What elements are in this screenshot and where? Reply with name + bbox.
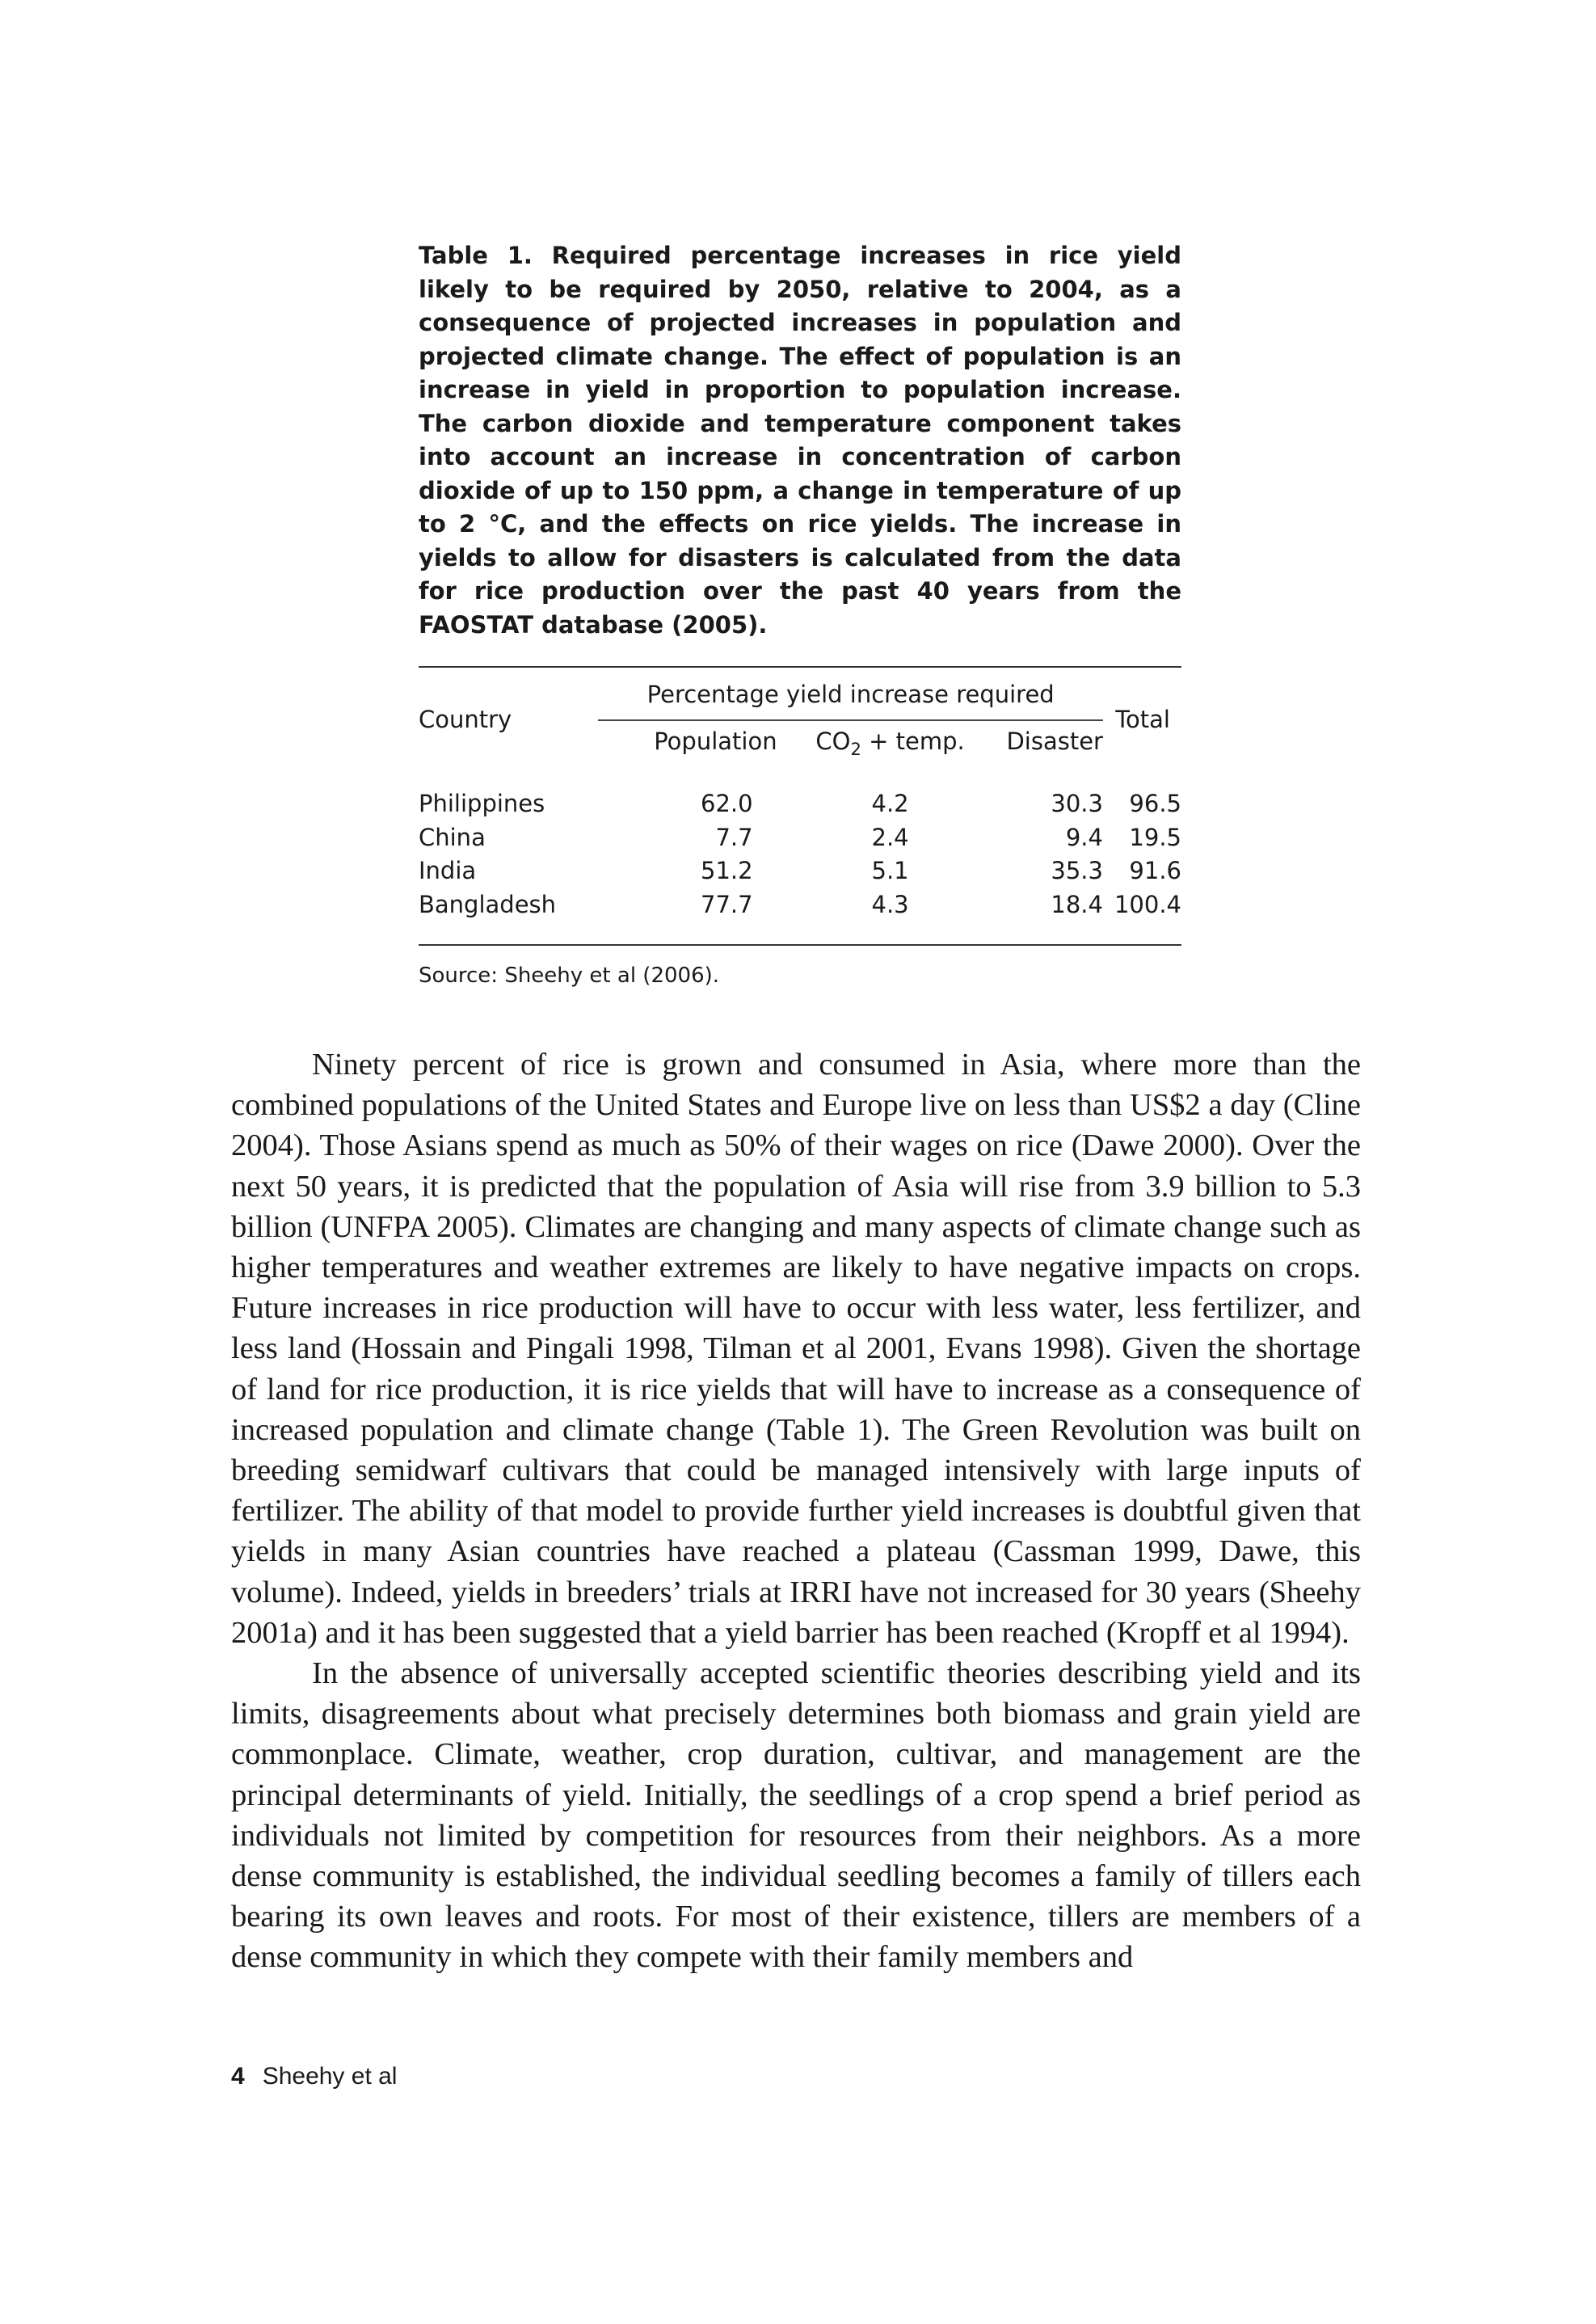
- cell-population: 51.2: [701, 857, 753, 884]
- page-number: 4: [231, 2063, 245, 2090]
- co2-subscript: 2: [850, 740, 861, 759]
- table-row: [419, 888, 1181, 946]
- cell-disaster: 30.3: [1051, 790, 1103, 817]
- cell-population: 7.7: [715, 823, 753, 851]
- table-1-block: [419, 239, 1181, 988]
- cell-population: 77.7: [701, 890, 753, 918]
- cell-country: Bangladesh: [419, 890, 557, 918]
- cell-total: 91.6: [1129, 857, 1181, 884]
- table-row: [419, 821, 1181, 855]
- table-row: [419, 854, 1181, 888]
- table-caption-text: Required percentage increases in rice yield likely to be required by 2050, relative to 2004, as a consequence of projected increases in population and projected climate change. The effect of population is an increase in yield in proportion to population increase. The carbon dioxide and temperature component takes into account an increase in concentration of carbon dioxide of up to 150 ppm, a change in temperature of up to 2 °C, and the effects on rice yields. The increase in yields to allow for disasters is calculated from the data for rice production over the past 40 years from the FAOSTAT database (2005).: [419, 242, 1181, 639]
- cell-population: 62.0: [701, 790, 753, 817]
- cell-disaster: 18.4: [1051, 890, 1103, 918]
- cell-country: Philippines: [419, 790, 545, 817]
- cell-total: 19.5: [1129, 823, 1181, 851]
- cell-total: 100.4: [1114, 890, 1181, 918]
- running-head: Sheehy et al: [262, 2063, 398, 2090]
- cell-disaster: 9.4: [1065, 823, 1103, 851]
- cell-country: China: [419, 823, 486, 851]
- yield-increase-table: [419, 666, 1181, 946]
- body-paragraph: In the absence of universally accepted scientific theories describing yield and its limits, disagreements about what precisely determines both biomass and grain yield are commonplace. Climate, weather, crop duration, cultivar, and management are the principal determinants of yield. Initially, the seedlings of a crop spend a brief period as individuals not limited by competition for resources from their neighbors. As a more dense community is established, the individual seedling becomes a family of tillers each bearing its own leaves and roots. For most of their existence, tillers are members of a dense community in which they compete with their family members and: [231, 1656, 1361, 1975]
- body-paragraph: Ninety percent of rice is grown and consumed in Asia, where more than the combined populations of the United States and Europe live on less than US$2 a day (Cline 2004). Those Asians spend as much as 50% of their wages on rice (Dawe 2000). Over the next 50 years, it is predicted that the population of Asia will rise from 3.9 billion to 5.3 billion (UNFPA 2005). Climates are changing and many aspects of climate change such as higher temperatures and weather extremes are likely to have negative impacts on crops. Future increases in rice production will have to occur with less water, less fertilizer, and less land (Hossain and Pingali 1998, Tilman et al 2001, Evans 1998). Given the shortage of land for rice production, it is rice yields that will have to increase as a consequence of increased population and climate change (Table 1). The Green Revolution was built on breeding semidwarf cultivars that could be managed intensively with large inputs of fertilizer. The ability of that model to provide further yield increases is doubtful given that yields in many Asian countries have reached a plateau (Cassman 1999, Dawe, this volume). Indeed, yields in breeders’ trials at IRRI have not increased for 30 years (Sheehy 2001a) and it has been suggested that a yield barrier has been reached (Kropff et al 1994).: [231, 1048, 1361, 1650]
- table-row: [419, 758, 1181, 821]
- table-caption-label: Table 1.: [419, 242, 533, 269]
- table-source-note: Source: Sheehy et al (2006).: [419, 964, 720, 988]
- col-header-population: Population: [654, 728, 777, 755]
- page-footer: [231, 2063, 397, 2090]
- body-text: [231, 1044, 1361, 1978]
- group-header-label: Percentage yield increase required: [646, 681, 1055, 708]
- co2-suffix: + temp.: [861, 728, 965, 755]
- cell-co2: 4.3: [871, 890, 909, 918]
- col-header-disaster: Disaster: [1006, 728, 1103, 755]
- cell-co2: 2.4: [871, 823, 909, 851]
- table-caption: [419, 239, 1181, 642]
- co2-prefix: CO: [815, 728, 851, 755]
- cell-disaster: 35.3: [1051, 857, 1103, 884]
- col-header-co2-temp: [803, 721, 978, 758]
- cell-co2: 5.1: [871, 857, 909, 884]
- col-group-header: [598, 667, 1114, 721]
- col-header-country: Country: [419, 706, 512, 733]
- cell-total: 96.5: [1129, 790, 1181, 817]
- cell-co2: 4.2: [871, 790, 909, 817]
- cell-country: India: [419, 857, 477, 884]
- col-header-total: Total: [1115, 706, 1170, 733]
